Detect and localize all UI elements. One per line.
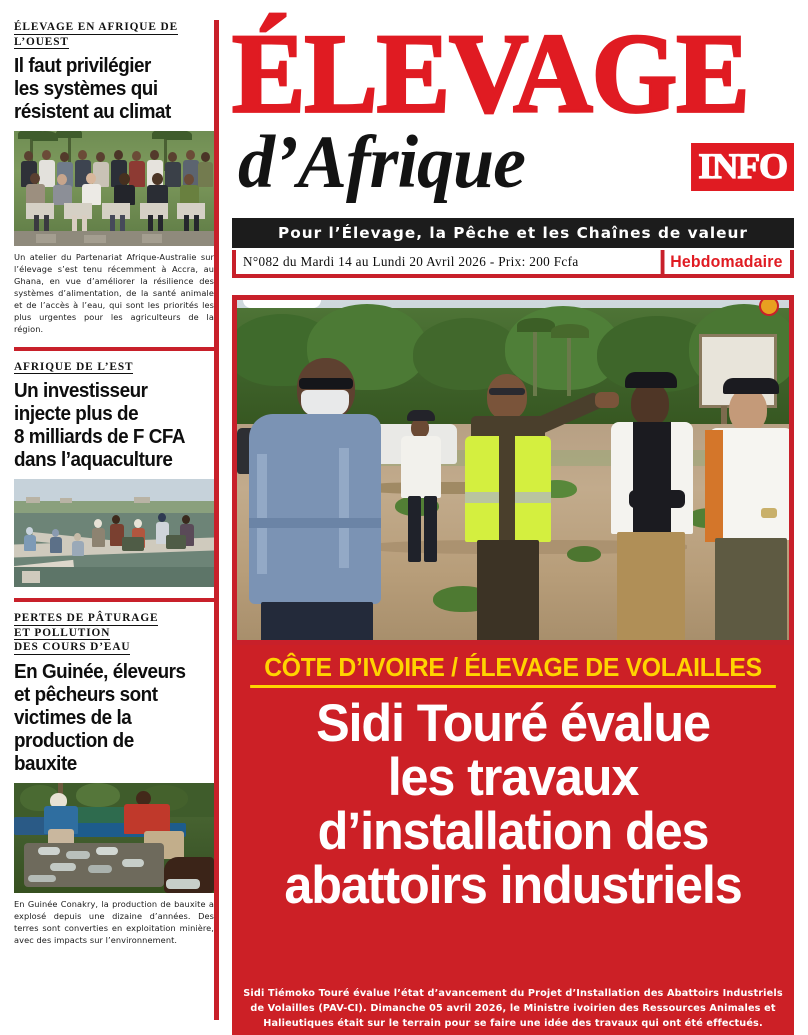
masthead — [232, 10, 794, 271]
sidebar-article-2-headline: Un investisseur injecte plus de 8 milliards de F CFA dans l’aquaculture — [14, 379, 186, 472]
sidebar-article-1[interactable] — [14, 20, 214, 336]
sidebar-column — [14, 20, 214, 1020]
column-divider-rule — [214, 20, 219, 1020]
photo-corner-tab — [243, 295, 321, 308]
lead-story-deck: Sidi Tiémoko Touré évalue l’état d’avancement du Projet d’Installation des Abattoirs Industriels de Volailles (PAV-CI). Dimanche 05 avril 2026, le Ministre ivoirien des Ressources Animales et Halieutiques était sur le terrain pour se faire une idée des travaux qui ont été effectués. — [243, 987, 783, 1029]
photo-person-black-hat — [603, 372, 711, 645]
sidebar-article-3-kicker: PERTES DE PÂTURAGE ET POLLUTION DES COURS D’EAU — [14, 612, 159, 654]
lead-story-photo — [232, 295, 794, 645]
sidebar-article-3-photo — [14, 783, 214, 893]
masthead-title-afrique: d’Afrique — [238, 120, 525, 205]
sidebar-article-3[interactable] — [14, 611, 214, 946]
sidebar-article-1-kicker: ÉLEVAGE EN AFRIQUE DE L’OUEST — [14, 21, 179, 48]
sidebar-article-3-headline: En Guinée, éleveurs et pêcheurs sont victimes de la production de bauxite — [14, 660, 186, 775]
lead-story-kicker: CÔTE D’IVOIRE / ÉLEVAGE DE VOLAILLES — [250, 655, 776, 688]
frequency-badge: Hebdomadaire — [661, 250, 788, 274]
issue-date-price: N°082 du Mardi 14 au Lundi 20 Avril 2026 - Prix: 200 Fcfa — [243, 254, 579, 269]
sidebar-divider-1 — [14, 347, 214, 351]
sidebar-article-2-photo — [14, 479, 214, 587]
sidebar-article-1-headline: Il faut privilégier les systèmes qui résistent au climat — [14, 54, 171, 124]
photo-person-background — [397, 404, 445, 564]
masthead-tagline: Pour l’Élevage, la Pêche et les Chaînes de valeur — [232, 218, 794, 248]
masthead-title-elevage: ÉLEVAGE — [232, 10, 749, 137]
sidebar-article-2-kicker: AFRIQUE DE L’EST — [14, 360, 134, 373]
main-column — [232, 10, 794, 1029]
sidebar-divider-2 — [14, 598, 214, 602]
photo-person-hivis-vest — [459, 374, 579, 645]
masthead-info-badge: INFO — [691, 143, 794, 191]
sidebar-article-1-caption: Un atelier du Partenariat Afrique-Australie sur l’élevage s’est tenu récemment à Accra, au Ghana, en vue d’améliorer la résilience des systèmes d’alimentation, de la santé animale et de l’accès à l’eau, qui sont les priorités les plus urgentes pour les agriculteurs de la région. — [14, 252, 214, 335]
sidebar-article-2[interactable] — [14, 360, 214, 587]
lead-story-headline-block[interactable] — [232, 645, 794, 1035]
photo-watermark-logo — [759, 296, 779, 316]
photo-person-cap-white-tee — [703, 376, 794, 645]
lead-story-headline: Sidi Touré évalue les travaux d’installation des abattoirs industriels — [284, 693, 742, 915]
sidebar-article-1-photo — [14, 131, 214, 246]
sidebar-article-3-caption: En Guinée Conakry, la production de bauxite a explosé depuis une dizaine d’années. Des terres sont converties en exploitation minière, avec des impacts sur l’environnement. — [14, 898, 214, 945]
issue-info-bar — [232, 250, 794, 278]
photo-person-denim-jacket — [243, 358, 393, 645]
